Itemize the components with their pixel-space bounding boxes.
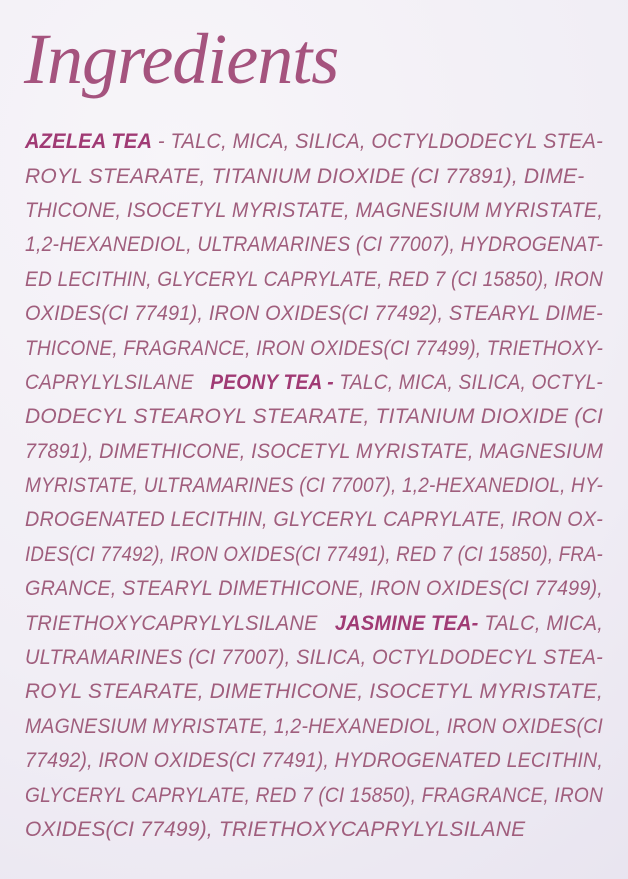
ingredient-text: TRIETHOXYCAPRYLYLSILANE bbox=[25, 611, 335, 635]
ingredient-line bbox=[25, 435, 603, 469]
ingredient-line bbox=[25, 572, 603, 606]
ingredient-line-text bbox=[25, 503, 603, 539]
tea-section-heading: PEONY TEA - bbox=[210, 370, 334, 394]
ingredient-line bbox=[25, 332, 603, 366]
ingredient-line bbox=[25, 779, 603, 813]
ingredient-line-text bbox=[25, 607, 603, 643]
ingredient-text: TALC, MICA, SILICA, OCTYL- bbox=[333, 370, 604, 394]
ingredient-line-text bbox=[25, 538, 603, 574]
ingredient-line-text bbox=[25, 641, 603, 677]
ingredient-line bbox=[25, 744, 603, 778]
ingredient-line-text bbox=[25, 813, 525, 849]
ingredient-line bbox=[25, 641, 603, 675]
ingredient-line-text bbox=[25, 297, 603, 333]
ingredient-text: - TALC, MICA, SILICA, OCTYLDODECYL STEA- bbox=[152, 130, 604, 154]
ingredient-line-text bbox=[25, 779, 603, 815]
ingredient-text: ROYL STEARATE, TITANIUM DIOXIDE (CI 77891), DIME- bbox=[25, 164, 585, 188]
ingredient-line-text bbox=[25, 744, 603, 780]
ingredient-line-text bbox=[25, 435, 603, 471]
tea-section-heading: AZELEA TEA bbox=[25, 130, 153, 154]
ingredient-line bbox=[25, 297, 603, 331]
ingredient-text: THICONE, FRAGRANCE, IRON OXIDES(CI 77499), TRIETHOXY- bbox=[25, 336, 604, 360]
ingredient-text: GLYCERYL CAPRYLATE, RED 7 (CI 15850), FRAGRANCE, IRON bbox=[25, 783, 603, 807]
ingredient-line bbox=[25, 160, 603, 194]
ingredient-text: OXIDES(CI 77491), IRON OXIDES(CI 77492), STEARYL DIME- bbox=[25, 302, 603, 326]
ingredient-line-text bbox=[25, 572, 603, 608]
ingredient-line-text bbox=[25, 160, 584, 196]
ingredient-text: TALC, MICA, bbox=[478, 611, 603, 635]
ingredient-line bbox=[25, 228, 603, 262]
ingredient-text: MYRISTATE, ULTRAMARINES (CI 77007), 1,2-HEXANEDIOL, HY- bbox=[25, 474, 603, 498]
ingredient-line bbox=[25, 538, 603, 572]
ingredient-line bbox=[25, 194, 603, 228]
ingredient-line-text bbox=[25, 710, 603, 746]
ingredient-line-text bbox=[25, 125, 603, 161]
ingredient-line bbox=[25, 675, 603, 709]
ingredient-text: MAGNESIUM MYRISTATE, 1,2-HEXANEDIOL, IRON OXIDES(CI bbox=[25, 714, 604, 738]
ingredient-line bbox=[25, 813, 603, 847]
ingredient-text: IDES(CI 77492), IRON OXIDES(CI 77491), RED 7 (CI 15850), FRA- bbox=[25, 542, 603, 566]
tea-section-heading: JASMINE TEA- bbox=[334, 611, 479, 635]
ingredient-line bbox=[25, 263, 603, 297]
ingredient-text: ULTRAMARINES (CI 77007), SILICA, OCTYLDODECYL STEA- bbox=[25, 646, 603, 670]
ingredient-line-text bbox=[25, 400, 603, 436]
ingredients-list bbox=[0, 125, 628, 847]
page-title: Ingredients bbox=[24, 19, 339, 99]
ingredient-text: DODECYL STEAROYL STEARATE, TITANIUM DIOXIDE (CI bbox=[25, 405, 603, 429]
ingredient-text: ED LECITHIN, GLYCERYL CAPRYLATE, RED 7 (CI 15850), IRON bbox=[25, 267, 604, 291]
ingredient-line bbox=[25, 710, 603, 744]
ingredient-line bbox=[25, 503, 603, 537]
ingredient-line-text bbox=[25, 228, 603, 264]
ingredient-line bbox=[25, 607, 603, 641]
ingredient-text: THICONE, ISOCETYL MYRISTATE, MAGNESIUM MYRISTATE, bbox=[25, 198, 604, 222]
ingredient-text: 77492), IRON OXIDES(CI 77491), HYDROGENATED LECITHIN, bbox=[25, 749, 604, 773]
ingredient-text: GRANCE, STEARYL DIMETHICONE, IRON OXIDES(CI 77499), bbox=[25, 577, 603, 601]
ingredient-text: CAPRYLYLSILANE bbox=[25, 370, 211, 394]
ingredient-line-text bbox=[25, 194, 603, 230]
ingredient-line-text bbox=[25, 675, 603, 711]
ingredient-text: OXIDES(CI 77499), TRIETHOXYCAPRYLYLSILANE bbox=[25, 818, 526, 841]
ingredient-line bbox=[25, 400, 603, 434]
ingredient-text: 77891), DIMETHICONE, ISOCETYL MYRISTATE, MAGNESIUM bbox=[25, 439, 604, 463]
ingredient-text: DROGENATED LECITHIN, GLYCERYL CAPRYLATE, IRON OX- bbox=[25, 508, 603, 532]
ingredient-line bbox=[25, 125, 603, 159]
ingredient-line bbox=[25, 469, 603, 503]
ingredient-line-text bbox=[25, 366, 603, 402]
ingredient-line bbox=[25, 366, 603, 400]
ingredient-text: ROYL STEARATE, DIMETHICONE, ISOCETYL MYRISTATE, bbox=[25, 680, 603, 704]
ingredient-line-text bbox=[25, 263, 603, 299]
ingredient-line-text bbox=[25, 469, 603, 505]
ingredient-line-text bbox=[25, 332, 603, 368]
ingredient-text: 1,2-HEXANEDIOL, ULTRAMARINES (CI 77007), HYDROGENAT- bbox=[25, 233, 603, 257]
